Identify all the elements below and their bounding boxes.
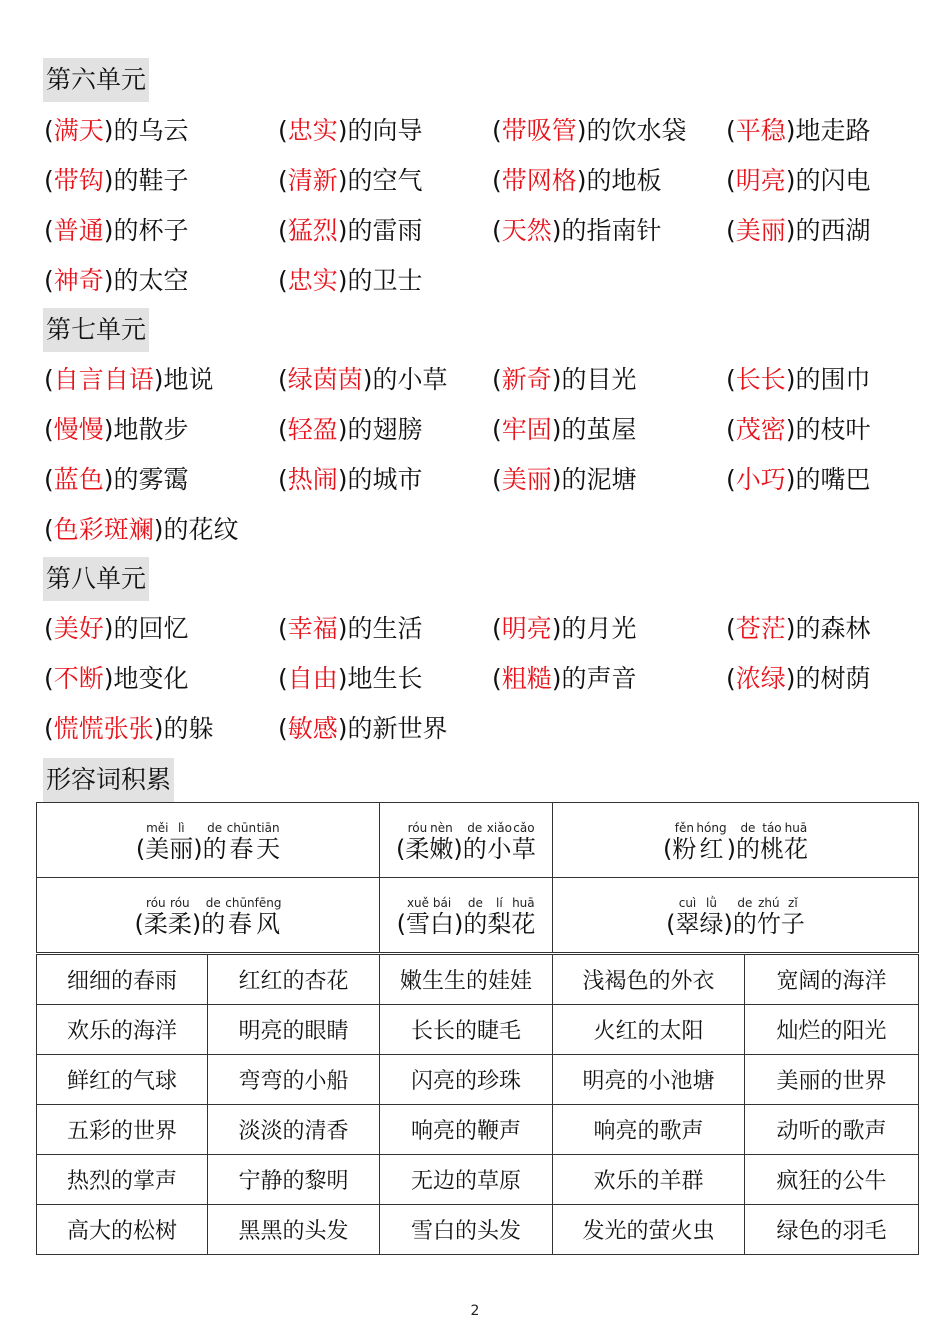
phrase-answer: 美好 bbox=[53, 614, 104, 643]
table-row bbox=[37, 1205, 919, 1255]
adjective-cell: 动听的歌声 bbox=[745, 1105, 919, 1155]
phrase-item: (绿茵茵)的小草 bbox=[278, 365, 448, 394]
phrase-suffix: 地变化 bbox=[113, 664, 189, 693]
phrase-suffix: 的躲 bbox=[163, 714, 214, 743]
adjective-cell: 发光的萤火虫 bbox=[553, 1205, 745, 1255]
phrase-item: (色彩斑斓)的花纹 bbox=[44, 515, 239, 544]
phrase-suffix: 的雷雨 bbox=[347, 216, 423, 245]
page-number: 2 bbox=[470, 1303, 480, 1319]
pinyin-cell bbox=[553, 878, 919, 953]
phrase-item: (猛烈)的雷雨 bbox=[278, 216, 423, 245]
pinyin-char: 竹zhú bbox=[756, 896, 781, 938]
adjective-cell: 长长的睫毛 bbox=[380, 1005, 553, 1055]
phrase-answer: 粗糙 bbox=[501, 664, 552, 693]
pinyin-cell bbox=[553, 803, 919, 878]
pinyin-char: 的de bbox=[735, 821, 760, 863]
pinyin-char: ( bbox=[134, 910, 144, 938]
phrase-answer: 绿茵茵 bbox=[287, 365, 363, 394]
pinyin-cell bbox=[37, 803, 380, 878]
pinyin-char: 柔róu bbox=[167, 896, 192, 938]
pinyin-char: ) bbox=[723, 910, 733, 938]
adjective-cell: 细细的春雨 bbox=[37, 955, 208, 1005]
phrase-item: (美丽)的泥塘 bbox=[492, 465, 637, 494]
pinyin-char: 小xiǎo bbox=[486, 821, 512, 863]
phrase-answer: 长长 bbox=[735, 365, 786, 394]
phrase-item: (带吸管)的饮水袋 bbox=[492, 116, 687, 145]
phrase-item: (热闹)的城市 bbox=[278, 465, 423, 494]
phrase-suffix: 的树荫 bbox=[795, 664, 871, 693]
pinyin-cell bbox=[380, 803, 553, 878]
phrase-suffix: 的生活 bbox=[347, 614, 423, 643]
pinyin-char: ) bbox=[193, 835, 203, 863]
phrase-item: (幸福)的生活 bbox=[278, 614, 423, 643]
adjective-cell: 嫩生生的娃娃 bbox=[380, 955, 553, 1005]
adjective-cell: 火红的太阳 bbox=[553, 1005, 745, 1055]
adjective-cell: 明亮的眼睛 bbox=[208, 1005, 380, 1055]
phrase-item: (明亮)的闪电 bbox=[726, 166, 871, 195]
adjective-cell: 雪白的头发 bbox=[380, 1205, 553, 1255]
pinyin-char: 春chūn bbox=[226, 821, 257, 863]
phrase-suffix: 的饮水袋 bbox=[586, 116, 687, 145]
adjective-cell: 无边的草原 bbox=[380, 1155, 553, 1205]
phrase-item: (新奇)的目光 bbox=[492, 365, 637, 394]
adjective-cell: 鲜红的气球 bbox=[37, 1055, 208, 1105]
adjective-cell: 五彩的世界 bbox=[37, 1105, 208, 1155]
phrase-answer: 色彩斑斓 bbox=[53, 515, 154, 544]
phrase-suffix: 的闪电 bbox=[795, 166, 871, 195]
pinyin-char: 花huā bbox=[511, 896, 536, 938]
phrase-suffix: 的花纹 bbox=[163, 515, 239, 544]
adjective-cell: 疯狂的公牛 bbox=[745, 1155, 919, 1205]
phrase-answer: 明亮 bbox=[501, 614, 552, 643]
pinyin-char: 粉fěn bbox=[672, 821, 697, 863]
phrase-answer: 小巧 bbox=[735, 465, 786, 494]
pinyin-char: 春chūn bbox=[225, 896, 255, 938]
phrase-suffix: 的向导 bbox=[347, 116, 423, 145]
phrase-suffix: 的嘴巴 bbox=[795, 465, 871, 494]
phrase-item: (忠实)的卫士 bbox=[278, 266, 423, 295]
phrase-answer: 慌慌张张 bbox=[53, 714, 154, 743]
unit-heading: 第八单元 bbox=[43, 557, 149, 601]
phrase-answer: 美丽 bbox=[501, 465, 552, 494]
phrase-suffix: 的卫士 bbox=[347, 266, 423, 295]
phrase-item: (天然)的指南针 bbox=[492, 216, 662, 245]
phrase-suffix: 的雾霭 bbox=[113, 465, 189, 494]
phrase-item: (神奇)的太空 bbox=[44, 266, 189, 295]
phrase-suffix: 的翅膀 bbox=[347, 415, 423, 444]
phrase-answer: 猛烈 bbox=[287, 216, 338, 245]
pinyin-char: 绿lǜ bbox=[699, 896, 724, 938]
phrase-answer: 蓝色 bbox=[53, 465, 104, 494]
pinyin-char: ( bbox=[663, 835, 673, 863]
phrase-answer: 天然 bbox=[501, 216, 552, 245]
phrase-suffix: 的森林 bbox=[795, 614, 871, 643]
phrase-answer: 平稳 bbox=[735, 116, 786, 145]
phrase-item: (慌慌张张)的躲 bbox=[44, 714, 214, 743]
pinyin-char: 嫩nèn bbox=[429, 821, 454, 863]
phrase-item: (苍茫)的森林 bbox=[726, 614, 871, 643]
phrase-suffix: 的泥塘 bbox=[561, 465, 637, 494]
pinyin-char: 的de bbox=[463, 896, 488, 938]
adjective-cell: 宁静的黎明 bbox=[208, 1155, 380, 1205]
pinyin-char: 桃táo bbox=[759, 821, 784, 863]
pinyin-row bbox=[37, 878, 919, 953]
phrase-suffix: 地生长 bbox=[347, 664, 423, 693]
pinyin-char: 梨lí bbox=[487, 896, 512, 938]
phrase-item: (普通)的杯子 bbox=[44, 216, 189, 245]
phrase-suffix: 的西湖 bbox=[795, 216, 871, 245]
phrase-item: (平稳)地走路 bbox=[726, 116, 871, 145]
phrase-suffix: 的太空 bbox=[113, 266, 189, 295]
table-row bbox=[37, 955, 919, 1005]
adjective-cell: 闪亮的珍珠 bbox=[380, 1055, 553, 1105]
phrase-answer: 带吸管 bbox=[501, 116, 577, 145]
phrase-item: (清新)的空气 bbox=[278, 166, 423, 195]
phrase-item: (自由)地生长 bbox=[278, 664, 423, 693]
phrase-suffix: 的回忆 bbox=[113, 614, 189, 643]
phrase-item: (敏感)的新世界 bbox=[278, 714, 448, 743]
pinyin-char: 美měi bbox=[145, 821, 170, 863]
phrase-answer: 敏感 bbox=[287, 714, 338, 743]
phrase-item: (美好)的回忆 bbox=[44, 614, 189, 643]
pinyin-char: 雪xuě bbox=[406, 896, 430, 938]
pinyin-char: 的de bbox=[462, 821, 487, 863]
phrase-suffix: 的城市 bbox=[347, 465, 423, 494]
pinyin-char: 柔róu bbox=[143, 896, 168, 938]
phrase-suffix: 的月光 bbox=[561, 614, 637, 643]
phrase-item: (明亮)的月光 bbox=[492, 614, 637, 643]
phrase-answer: 明亮 bbox=[735, 166, 786, 195]
table-row bbox=[37, 1105, 919, 1155]
adjective-cell: 红红的杏花 bbox=[208, 955, 380, 1005]
pinyin-row bbox=[37, 803, 919, 878]
phrase-suffix: 的鞋子 bbox=[113, 166, 189, 195]
phrase-item: (浓绿)的树荫 bbox=[726, 664, 871, 693]
adjective-cell: 响亮的歌声 bbox=[553, 1105, 745, 1155]
phrase-suffix: 地走路 bbox=[795, 116, 871, 145]
phrase-suffix: 的地板 bbox=[586, 166, 662, 195]
phrase-item: (带钩)的鞋子 bbox=[44, 166, 189, 195]
phrase-answer: 轻盈 bbox=[287, 415, 338, 444]
phrase-answer: 不断 bbox=[53, 664, 104, 693]
pinyin-cell bbox=[37, 878, 380, 953]
adjective-cell: 宽阔的海洋 bbox=[745, 955, 919, 1005]
adjective-cell: 响亮的鞭声 bbox=[380, 1105, 553, 1155]
phrase-answer: 自言自语 bbox=[53, 365, 154, 394]
adjective-cell: 弯弯的小船 bbox=[208, 1055, 380, 1105]
phrase-answer: 苍茫 bbox=[735, 614, 786, 643]
pinyin-char: ( bbox=[135, 835, 146, 863]
table-row bbox=[37, 1005, 919, 1055]
phrase-suffix: 的空气 bbox=[347, 166, 423, 195]
adjective-cell: 高大的松树 bbox=[37, 1205, 208, 1255]
phrase-item: (牢固)的茧屋 bbox=[492, 415, 637, 444]
pinyin-char: 的de bbox=[732, 896, 757, 938]
pinyin-char: 子zǐ bbox=[780, 896, 805, 938]
adjective-cell: 欢乐的海洋 bbox=[37, 1005, 208, 1055]
phrase-item: (忠实)的向导 bbox=[278, 116, 423, 145]
phrase-answer: 慢慢 bbox=[53, 415, 104, 444]
pinyin-char: ) bbox=[726, 835, 736, 863]
phrase-item: (轻盈)的翅膀 bbox=[278, 415, 423, 444]
phrase-item: (美丽)的西湖 bbox=[726, 216, 871, 245]
phrase-item: (满天)的乌云 bbox=[44, 116, 189, 145]
phrase-answer: 茂密 bbox=[735, 415, 786, 444]
pinyin-char: 花huā bbox=[783, 821, 808, 863]
table-row bbox=[37, 1155, 919, 1205]
adjective-cell: 美丽的世界 bbox=[745, 1055, 919, 1105]
adjective-cell: 热烈的掌声 bbox=[37, 1155, 208, 1205]
phrase-answer: 新奇 bbox=[501, 365, 552, 394]
pinyin-cell bbox=[380, 878, 553, 953]
phrase-suffix: 的围巾 bbox=[795, 365, 871, 394]
phrase-suffix: 的杯子 bbox=[113, 216, 189, 245]
pinyin-char: ) bbox=[454, 910, 464, 938]
pinyin-char: 风fēng bbox=[254, 896, 282, 938]
pinyin-char: 白bái bbox=[430, 896, 454, 938]
phrase-item: (茂密)的枝叶 bbox=[726, 415, 871, 444]
phrase-answer: 神奇 bbox=[53, 266, 104, 295]
phrase-answer: 满天 bbox=[53, 116, 104, 145]
phrase-item: (慢慢)地散步 bbox=[44, 415, 189, 444]
phrase-suffix: 地散步 bbox=[113, 415, 189, 444]
adjective-cell: 绿色的羽毛 bbox=[745, 1205, 919, 1255]
phrase-answer: 浓绿 bbox=[735, 664, 786, 693]
pinyin-char: ) bbox=[453, 835, 463, 863]
unit-heading: 第七单元 bbox=[43, 308, 149, 352]
pinyin-char: 柔róu bbox=[405, 821, 430, 863]
phrase-answer: 美丽 bbox=[735, 216, 786, 245]
pinyin-char: 丽lì bbox=[169, 821, 194, 863]
phrase-answer: 带钩 bbox=[53, 166, 104, 195]
adjectives-heading: 形容词积累 bbox=[43, 758, 174, 802]
adjective-cell: 淡淡的清香 bbox=[208, 1105, 380, 1155]
pinyin-char: ( bbox=[396, 835, 406, 863]
pinyin-char: 天tiān bbox=[256, 821, 281, 863]
adjective-cell: 明亮的小池塘 bbox=[553, 1055, 745, 1105]
adjective-grid bbox=[36, 954, 919, 1255]
phrase-answer: 忠实 bbox=[287, 266, 338, 295]
pinyin-char: 的de bbox=[201, 896, 226, 938]
phrase-item: (带网格)的地板 bbox=[492, 166, 662, 195]
pinyin-char: 红hóng bbox=[696, 821, 727, 863]
phrase-suffix: 的小草 bbox=[372, 365, 448, 394]
phrase-suffix: 的指南针 bbox=[561, 216, 662, 245]
phrase-suffix: 的乌云 bbox=[113, 116, 189, 145]
phrase-answer: 普通 bbox=[53, 216, 104, 245]
pinyin-char: 翠cuì bbox=[675, 896, 700, 938]
adjective-cell: 浅褐色的外衣 bbox=[553, 955, 745, 1005]
phrase-item: (小巧)的嘴巴 bbox=[726, 465, 871, 494]
phrase-item: (自言自语)地说 bbox=[44, 365, 214, 394]
pinyin-char: ( bbox=[666, 910, 676, 938]
phrase-suffix: 的新世界 bbox=[347, 714, 448, 743]
phrase-answer: 幸福 bbox=[287, 614, 338, 643]
phrase-answer: 牢固 bbox=[501, 415, 552, 444]
phrase-suffix: 地说 bbox=[163, 365, 214, 394]
phrase-item: (不断)地变化 bbox=[44, 664, 189, 693]
adjective-cell: 灿烂的阳光 bbox=[745, 1005, 919, 1055]
phrase-answer: 忠实 bbox=[287, 116, 338, 145]
pinyin-char: ) bbox=[191, 910, 202, 938]
phrase-suffix: 的茧屋 bbox=[561, 415, 637, 444]
phrase-suffix: 的声音 bbox=[561, 664, 637, 693]
adjective-cell: 黑黑的头发 bbox=[208, 1205, 380, 1255]
phrase-answer: 热闹 bbox=[287, 465, 338, 494]
phrase-item: (长长)的围巾 bbox=[726, 365, 871, 394]
phrase-suffix: 的枝叶 bbox=[795, 415, 871, 444]
phrase-item: (粗糙)的声音 bbox=[492, 664, 637, 693]
adjective-cell: 欢乐的羊群 bbox=[553, 1155, 745, 1205]
unit-heading: 第六单元 bbox=[43, 58, 149, 102]
pinyin-char: 草cǎo bbox=[511, 821, 536, 863]
phrase-suffix: 的目光 bbox=[561, 365, 637, 394]
phrase-answer: 清新 bbox=[287, 166, 338, 195]
pinyin-table bbox=[36, 802, 919, 953]
table-row bbox=[37, 1055, 919, 1105]
phrase-answer: 带网格 bbox=[501, 166, 577, 195]
phrase-item: (蓝色)的雾霭 bbox=[44, 465, 189, 494]
phrase-answer: 自由 bbox=[287, 664, 338, 693]
pinyin-char: 的de bbox=[202, 821, 227, 863]
pinyin-char: ( bbox=[396, 910, 406, 938]
